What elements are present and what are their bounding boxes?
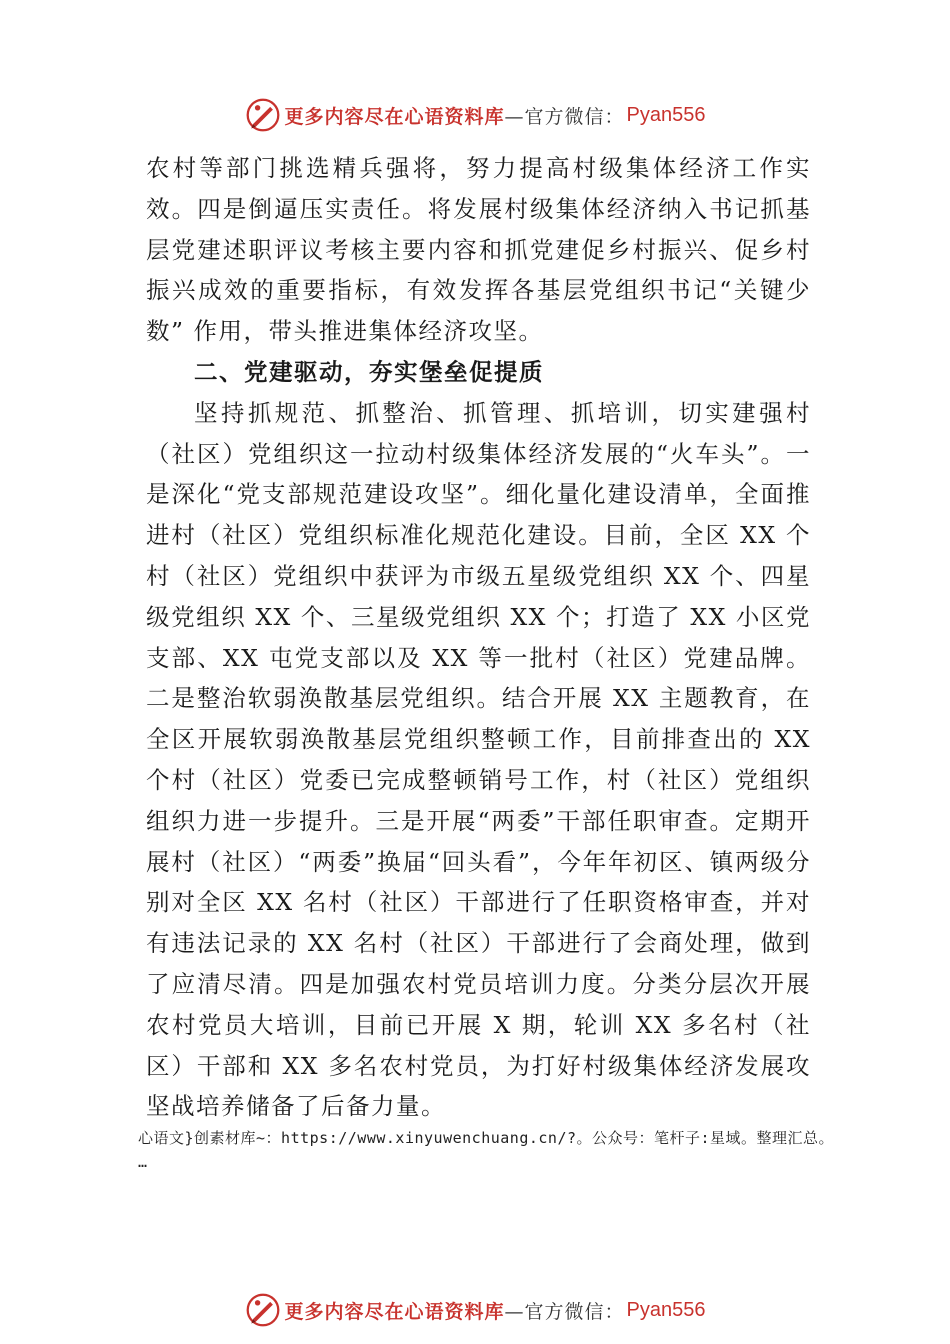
document-body [146, 148, 811, 1127]
footnote-line-2: … [138, 1153, 148, 1171]
paragraph-2: 坚持抓规范、抓整治、抓管理、抓培训，切实建强村（社区）党组织这一拉动村级集体经济发展的“火车头”。一是深化“党支部规范建设攻坚”。细化量化建设清单，全面推进村（社区）党组织标准化规范化建设。目前，全区 XX 个村（社区）党组织中获评为市级五星级党组织 XX 个、四星级党组织 XX 个、三星级党组织 XX 个；打造了 XX 小区党支部、XX 屯党支部以及 XX 等一批村（社区）党建品牌。二是整治软弱涣散基层党组织。结合开展 XX 主题教育，在全区开展软弱涣散基层党组织整顿工作，目前排查出的 XX 个村（社区）党委已完成整顿销号工作，村（社区）党组织组织力进一步提升。三是开展“两委”干部任职审查。定期开展村（社区）“两委”换届“回头看”，今年年初区、镇两级分别对全区 XX 名村（社区）干部进行了任职资格审查，并对有违法记录的 XX 名村（社区）干部进行了会商处理，做到了应清尽清。四是加强农村党员培训力度。分类分层次开展农村党员大培训，目前已开展 X 期，轮训 XX 多名村（社区）干部和 XX 多名农村党员，为打好村级集体经济发展攻坚战培养储备了后备力量。 [146, 398, 811, 1121]
footnote-line-1: 心语文}创素材库~：https://www.xinyuwenchuang.cn/?。公众号：笔杆子:星域。整理汇总。 [138, 1129, 835, 1147]
source-footnote [138, 1126, 928, 1174]
header-banner-wechat-id: Pyan556 [626, 103, 706, 126]
footer-banner-wechat-label: —官方微信： [504, 1300, 625, 1323]
pen-logo-icon [245, 97, 281, 133]
section-heading: 二、党建驱动，夯实堡垒促提质 [194, 357, 544, 386]
footer-banner [0, 1290, 950, 1330]
footer-banner-wechat-id: Pyan556 [626, 1298, 706, 1321]
pen-logo-icon [245, 1292, 281, 1328]
header-banner [0, 95, 950, 135]
footer-banner-title: 更多内容尽在心语资料库 [284, 1300, 505, 1323]
header-banner-wechat-label: —官方微信： [504, 105, 625, 128]
header-banner-title: 更多内容尽在心语资料库 [284, 105, 505, 128]
paragraph-1: 农村等部门挑选精兵强将，努力提高村级集体经济工作实效。四是倒逼压实责任。将发展村级集体经济纳入书记抓基层党建述职评议考核主要内容和抓党建促乡村振兴、促乡村振兴成效的重要指标，有效发挥各基层党组织书记“关键少数” 作用，带头推进集体经济攻坚。 [146, 154, 811, 346]
